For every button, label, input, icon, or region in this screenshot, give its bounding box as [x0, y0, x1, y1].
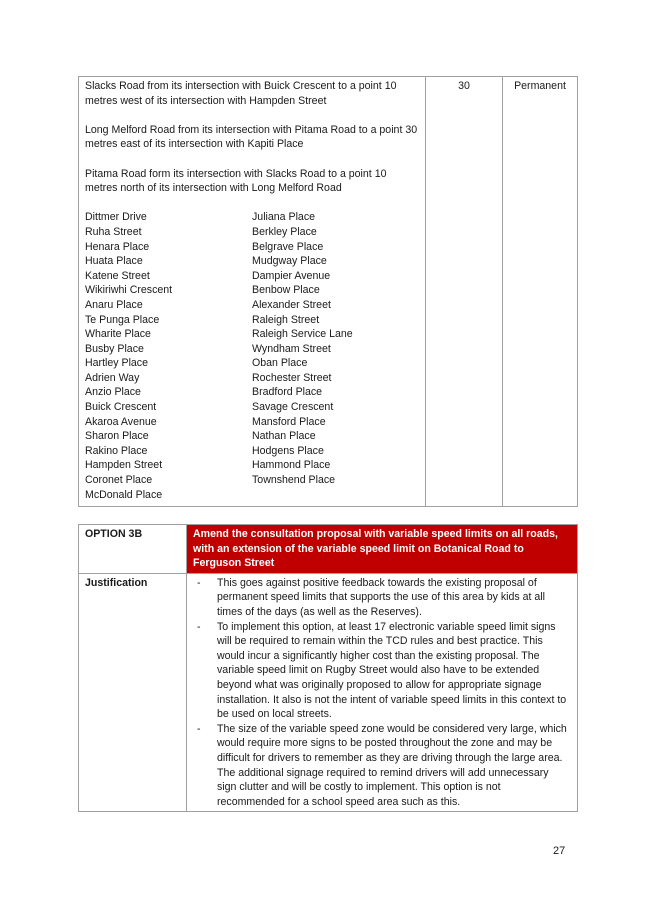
- street-name: Rochester Street: [252, 371, 332, 384]
- option-title: Amend the consultation proposal with variable speed limits on all roads, with an extension of the variable speed limit on Botanical Road to Ferguson Street: [187, 525, 578, 574]
- street-name: Akaroa Avenue: [85, 415, 157, 428]
- street-name: Raleigh Service Lane: [252, 328, 353, 341]
- street-name: Huata Place: [85, 255, 143, 268]
- bullet-marker: -: [197, 576, 201, 589]
- speed-limit-table: [78, 76, 578, 507]
- bullet-text: The size of the variable speed zone would be considered very large, which would require more signs to be posted throughout the zone and may be difficult for drivers to remember as they are driving through the large area. The additional signage required to remind drivers will add unnecessary sign clutter and will be costly to implement. This option is not recommended for a school speed area such as this.: [217, 722, 567, 808]
- street-name: Sharon Place: [85, 430, 149, 443]
- street-list: [85, 210, 419, 504]
- street-name: Katene Street: [85, 269, 150, 282]
- justification-label: Justification: [79, 573, 187, 812]
- street-name: Buick Crescent: [85, 401, 157, 414]
- street-name: Bradford Place: [252, 386, 323, 399]
- street-name: Raleigh Street: [252, 313, 320, 326]
- street-name: Juliana Place: [252, 211, 316, 224]
- street-name: Benbow Place: [252, 284, 320, 297]
- street-name: Dittmer Drive: [85, 211, 147, 224]
- street-name: Townshend Place: [252, 474, 336, 487]
- justification-content: [187, 573, 578, 812]
- street-name: Hammond Place: [252, 459, 331, 472]
- street-name: Hampden Street: [85, 459, 163, 472]
- street-name: Alexander Street: [252, 298, 331, 311]
- street-name: Savage Crescent: [252, 401, 334, 414]
- street-list-left: [85, 210, 252, 502]
- limit-type: Permanent: [503, 77, 578, 507]
- page-number: 27: [553, 845, 566, 857]
- road-description-cell: [79, 77, 426, 507]
- street-name: Wharite Place: [85, 328, 151, 341]
- road-description: Slacks Road from its intersection with Buick Crescent to a point 10 metres west of its intersection with Hampden Street: [85, 80, 397, 107]
- street-name: Belgrave Place: [252, 240, 324, 253]
- bullet-marker: -: [197, 620, 201, 633]
- street-name: Wyndham Street: [252, 342, 331, 355]
- speed-limit-value: 30: [426, 77, 503, 507]
- street-name: Rakino Place: [85, 444, 148, 457]
- street-name: Hartley Place: [85, 357, 148, 370]
- street-name: Anaru Place: [85, 298, 143, 311]
- table-row: [79, 525, 578, 574]
- street-name: Mudgway Place: [252, 255, 327, 268]
- list-item: [193, 576, 571, 620]
- street-name: Henara Place: [85, 240, 150, 253]
- bullet-text: To implement this option, at least 17 electronic variable speed limit signs will be required to remain within the TCD rules and best practice. This would incur a significantly higher cost than the existing proposal. The variable speed limit on Rugby Street would also have to be extended beyond what was originally proposed to allow for appropriate signage installation. It also is not the intent of variable speed limits in this context to be used on local streets.: [217, 620, 567, 721]
- street-name: Busby Place: [85, 342, 144, 355]
- list-item: [193, 722, 571, 810]
- street-name: Adrien Way: [85, 371, 140, 384]
- list-item: [193, 620, 571, 722]
- street-name: Berkley Place: [252, 225, 317, 238]
- bullet-marker: -: [197, 722, 201, 735]
- street-name: McDonald Place: [85, 488, 163, 501]
- table-row: [79, 77, 578, 507]
- road-description: Long Melford Road from its intersection with Pitama Road to a point 30 metres east of its intersection with Kapiti Place: [85, 123, 418, 151]
- street-name: Hodgens Place: [252, 444, 324, 457]
- street-name: Anzio Place: [85, 386, 141, 399]
- street-name: Dampier Avenue: [252, 269, 331, 282]
- street-name: Wikiriwhi Crescent: [85, 284, 173, 297]
- bullet-text: This goes against positive feedback towards the existing proposal of permanent speed limits that supports the use of this area by kids at all times of the days (as well as the Reserves).: [217, 576, 545, 618]
- option-table: [78, 524, 578, 812]
- street-name: Oban Place: [252, 357, 308, 370]
- table-row: [79, 573, 578, 812]
- road-description: Pitama Road form its intersection with Slacks Road to a point 10 metres north of its intersection with Long Melford Road: [85, 167, 387, 195]
- street-list-right: [252, 210, 419, 502]
- street-name: Coronet Place: [85, 474, 153, 487]
- street-name: Te Punga Place: [85, 313, 160, 326]
- street-name: Ruha Street: [85, 225, 142, 238]
- street-name: Nathan Place: [252, 430, 316, 443]
- street-name: Mansford Place: [252, 415, 326, 428]
- option-label: OPTION 3B: [79, 525, 187, 574]
